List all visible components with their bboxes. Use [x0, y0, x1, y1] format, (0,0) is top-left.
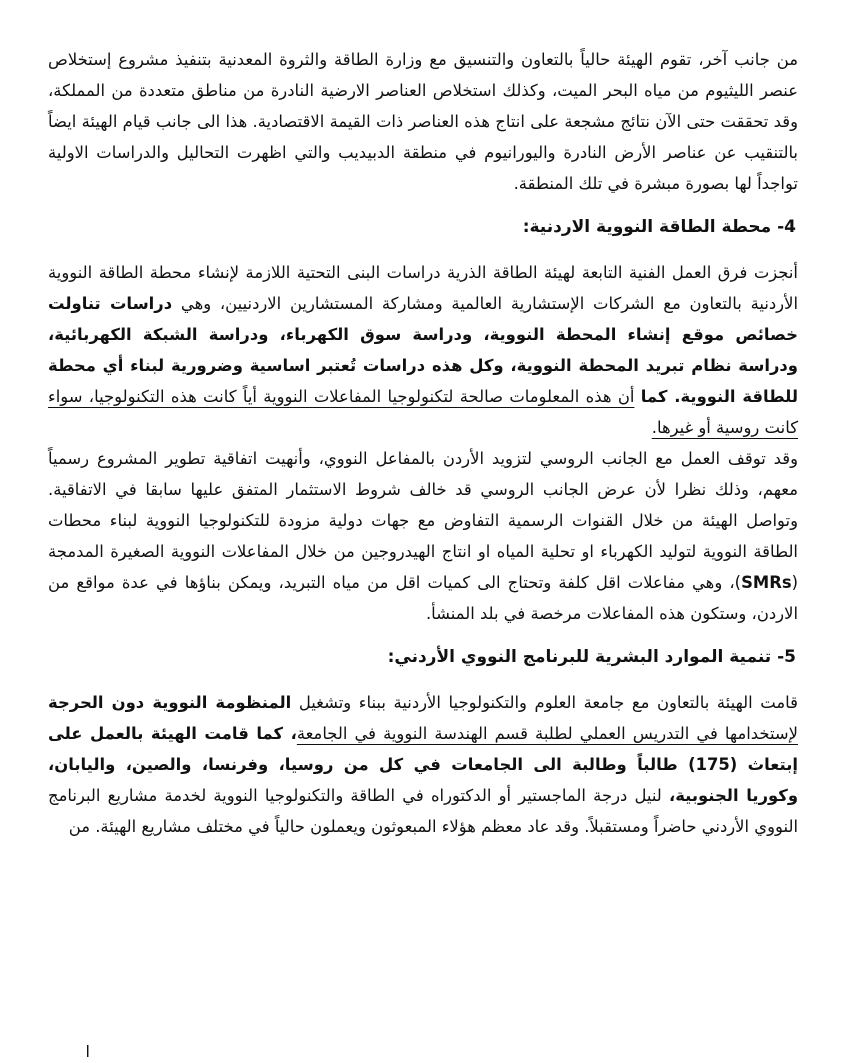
plant-studies-underlined-text: أن هذه المعلومات صالحة لتكنولوجيا المفاعلات النووية أياً كانت هذه التكنولوجيا، سواء كانت روسية أو غيرها. — [48, 387, 798, 437]
scholarships-bold-text: ، كما قامت الهيئة بالعمل على إبتعاث (175) طالباً وطالبة الى الجامعات في كل من روسيا، وفرنسا، والصين، واليابان، وكوريا الجنوبية، — [48, 724, 799, 805]
degrees-text: لنيل درجة الماجستير أو الدكتوراه في الطاقة والتكنولوجيا النووية لخدمة مشاريع البرنامج النووي الأردني حاضراً ومستقبلاً. وقد عاد معظم هؤلاء المبعوثون ويعملون حالياً في مختلف مشاريع الهيئة. من — [48, 786, 798, 836]
section-heading-nuclear-power-plant: 4- محطة الطاقة النووية الاردنية: — [522, 217, 796, 237]
paragraph-human-resources — [48, 687, 798, 842]
paragraph-plant-studies — [48, 257, 798, 443]
russian-cooperation-text: وقد توقف العمل مع الجانب الروسي لتزويد الأردن بالمفاعل النووي، وأنهيت اتفاقية تطوير المشروع رسمياً معهم، وذلك نظرا لأن عرض الجانب الروسي قد خالف شروط الاستثمار المتفق عليها سابقا في الاتفاقية. وتواصل الهيئة من خلال القنوات الرسمية التفاوض مع جهات دولية مزودة للتكنولوجيا النووية لبناء محطات الطاقة النووية لتوليد الكهرباء او تحلية المياه او انتاج الهيدروجين من خلال المفاعلات النووية الصغيرة المدمجة ( — [48, 449, 798, 592]
section-heading-human-resources: 5- تنمية الموارد البشرية للبرنامج النووي الأردني: — [387, 647, 796, 667]
plant-studies-intro-text: أنجزت فرق العمل الفنية التابعة لهيئة الطاقة الذرية دراسات البنى التحتية اللازمة لإنشاء محطة الطاقة النووية الأردنية بالتعاون مع الشركات الإستشارية العالمية ومشاركة المستشارين الاردنيين، وهي — [48, 263, 798, 313]
teaching-underlined-text: لإستخدامها في التدريس العملي لطلبة قسم الهندسة النووية في الجامعة — [296, 724, 798, 743]
smrs-bold-text: SMRs — [741, 573, 792, 592]
stray-character: ا — [85, 1042, 90, 1061]
paragraph-russian-cooperation — [48, 443, 798, 629]
human-resources-intro-text: قامت الهيئة بالتعاون مع جامعة العلوم والتكنولوجيا الأردنية ببناء وتشغيل — [291, 693, 798, 712]
paragraph-mineral-extraction: من جانب آخر، تقوم الهيئة حالياً بالتعاون والتنسيق مع وزارة الطاقة والثروة المعدنية بتنفيذ مشروع إستخلاص عنصر الليثيوم من مياه البحر الميت، وكذلك استخلاص العناصر الارضية النادرة من مناطق متعددة من المملكة، وقد تحققت حتى الآن نتائج مشجعة على انتاج هذه العناصر ذات القيمة الاقتصادية. هذا الى جانب قيام الهيئة ايضاً بالتنقيب عن عناصر الأرض النادرة واليورانيوم في منطقة الدبيديب والتي اظهرت التحاليل والدراسات الاولية تواجداً لها بصورة مبشرة في تلك المنطقة. — [48, 50, 798, 193]
smrs-description-text: )، وهي مفاعلات اقل كلفة وتحتاج الى كميات اقل من مياه التبريد، ويمكن بناؤها في عدة مواقع من الاردن، وستكون هذه المفاعلات مرخصة في بلد المنشأ. — [48, 573, 798, 623]
plant-studies-bold-text: دراسات تناولت خصائص موقع إنشاء المحطة النووية، ودراسة سوق الكهرباء، ودراسة الشبكة الكهربائية، ودراسة نظام تبريد المحطة النووية، وكل هذه دراسات تُعتبر اساسية وضرورية لبناء أي محطة للطاقة النووية. كما — [48, 294, 798, 406]
subcritical-assembly-bold-text: المنظومة النووية دون الحرجة — [48, 693, 292, 712]
